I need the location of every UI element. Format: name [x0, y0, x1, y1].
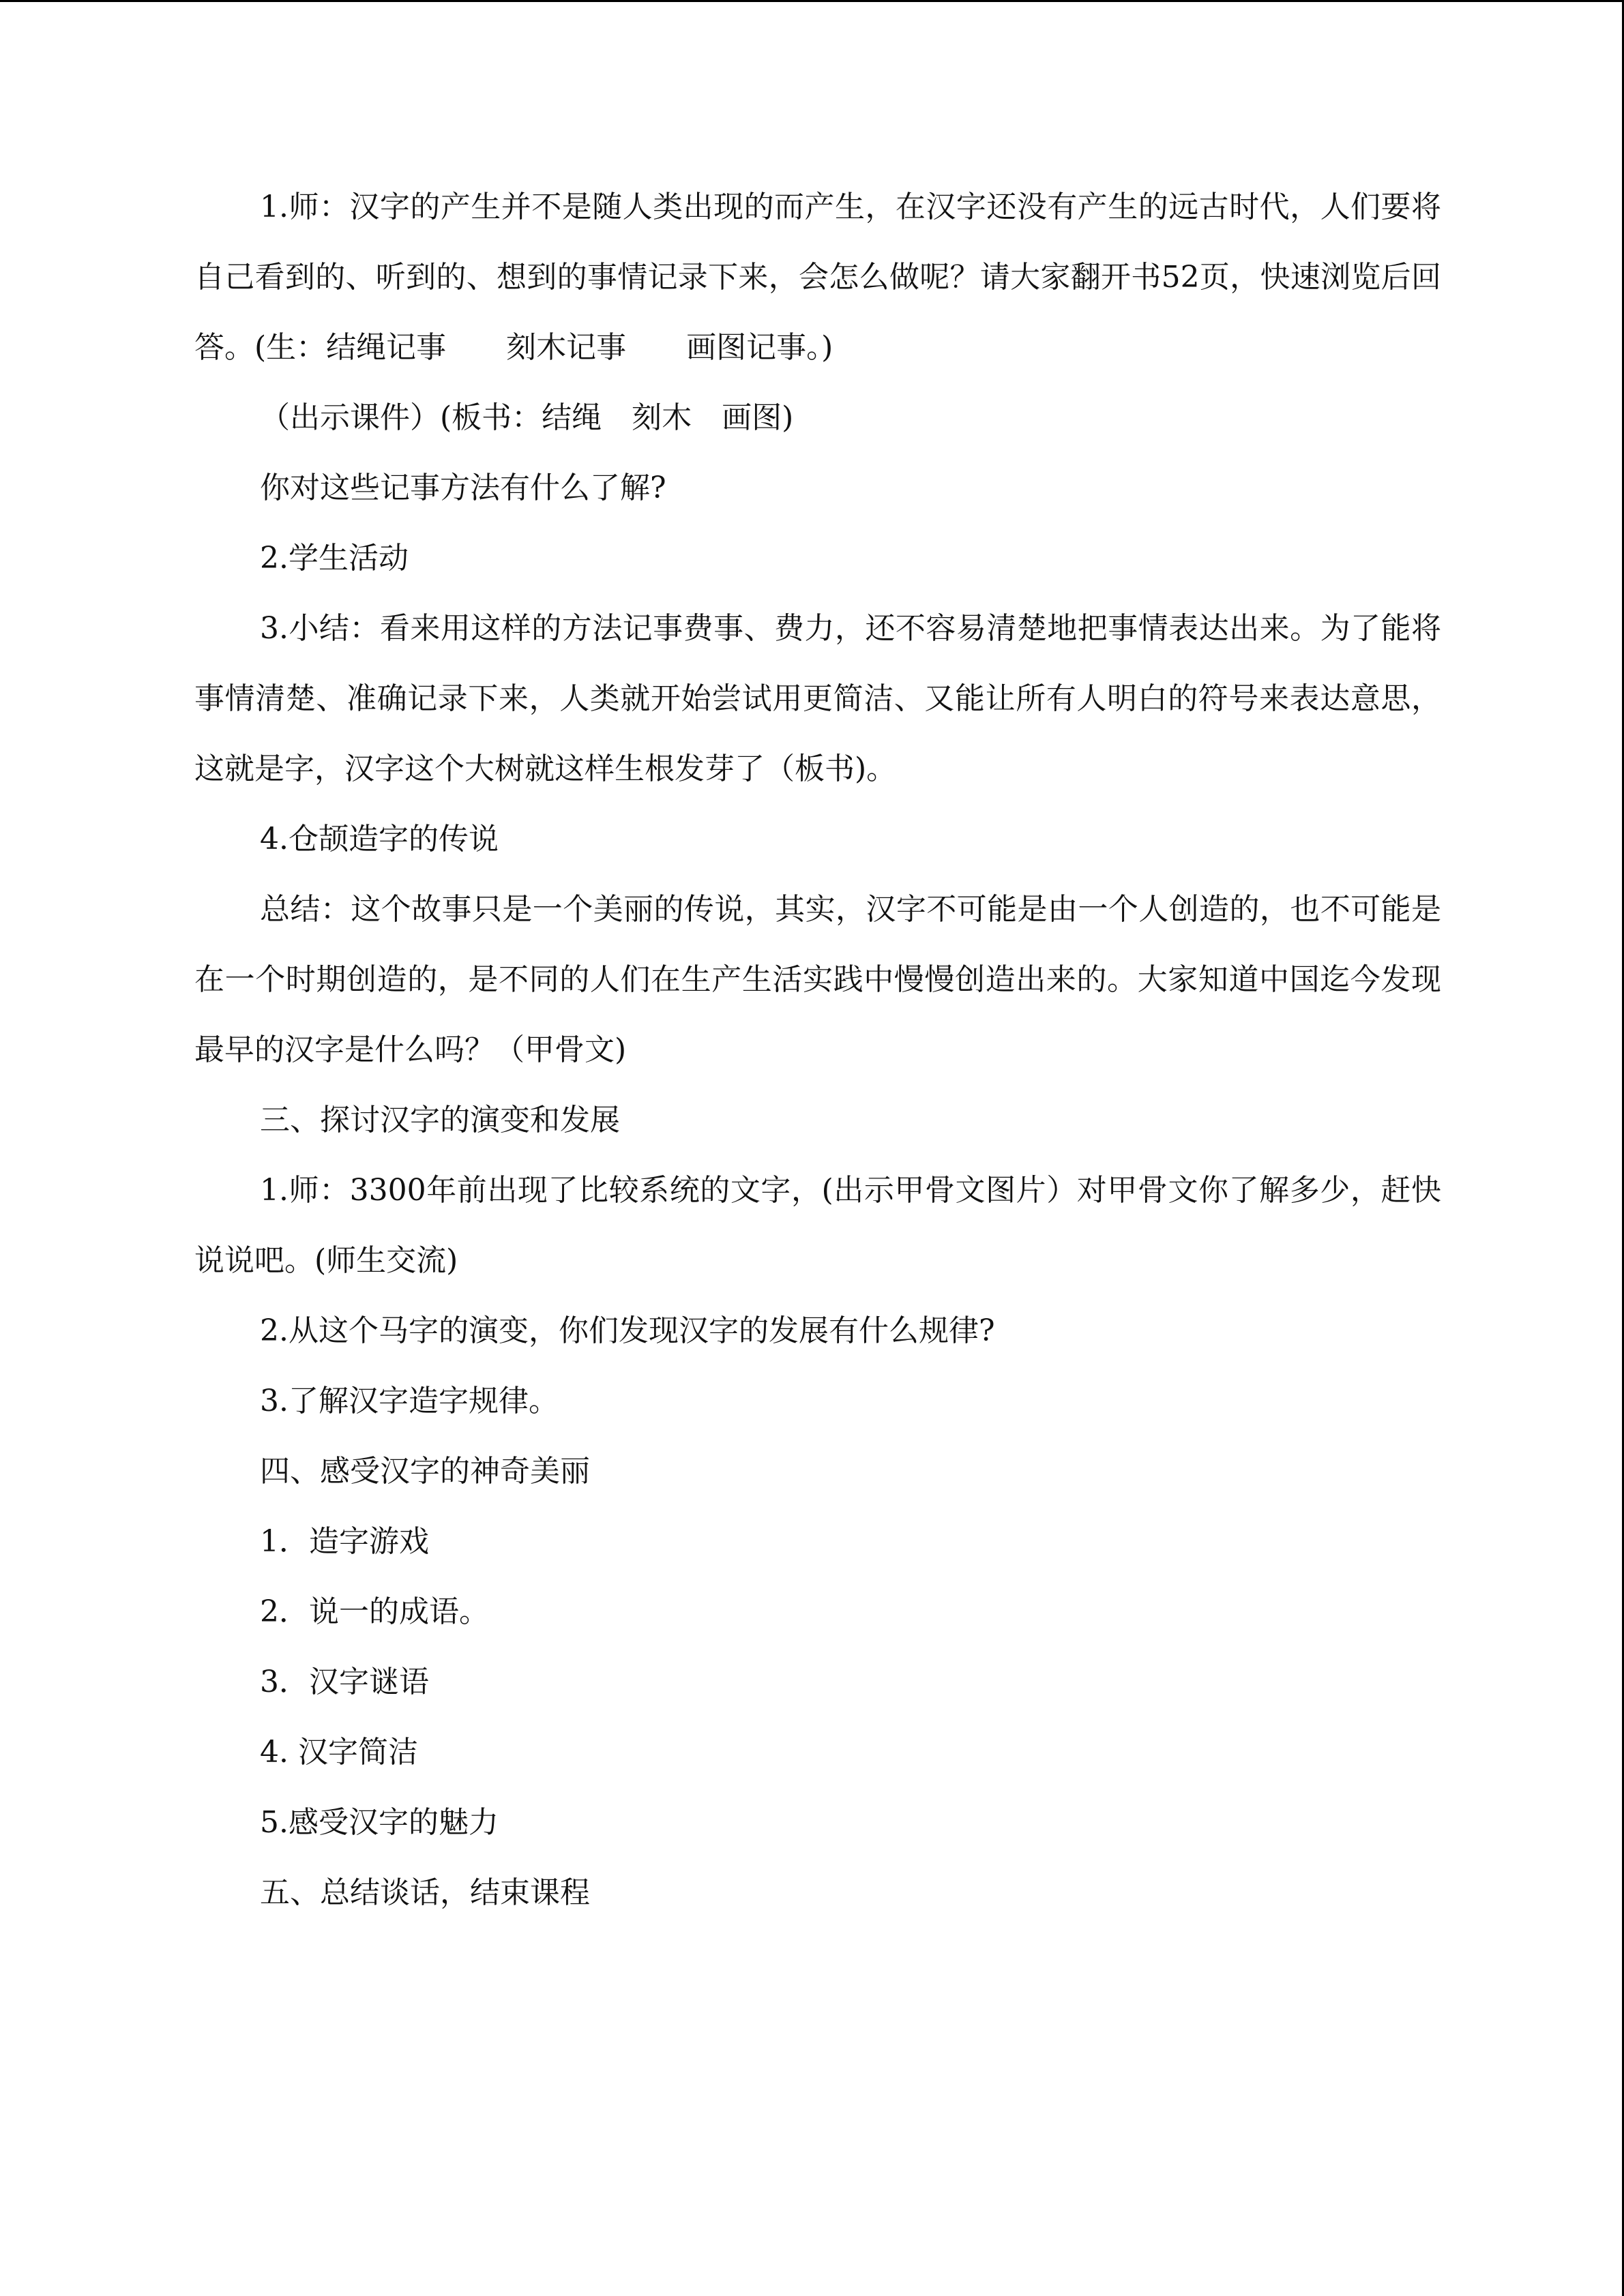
- section-heading-evolution: 三、探讨汉字的演变和发展: [260, 1103, 620, 1137]
- list-item-riddles: 3．汉字谜语: [260, 1665, 429, 1699]
- list-item-idioms: 2．说一的成语。: [260, 1594, 489, 1629]
- paragraph-question: 你对这些记事方法有什么了解?: [260, 471, 666, 505]
- page-top-border: [0, 0, 1624, 2]
- paragraph-horse-evolution: 2.从这个马字的演变，你们发现汉字的发展有什么规律?: [260, 1313, 995, 1348]
- paragraph-student-activity: 2.学生活动: [260, 541, 409, 576]
- paragraph-teacher-intro: 1.师：汉字的产生并不是随人类出现的而产生，在汉字还没有产生的远古时代，人们要将自己看到的、听到的、想到的事情记录下来，会怎么做呢？请大家翻开书52页，快速浏览后回答。(生：结绳记事 刻木记事 画图记事。): [194, 190, 1441, 365]
- paragraph-courseware-note: （出示课件）(板书：结绳 刻木 画图): [260, 400, 794, 435]
- list-item-charm: 5.感受汉字的魅力: [260, 1805, 499, 1840]
- paragraph-cangjie-legend: 4.仓颉造字的传说: [260, 822, 499, 856]
- section-heading-beauty: 四、感受汉字的神奇美丽: [260, 1454, 590, 1489]
- paragraph-character-rules: 3.了解汉字造字规律。: [260, 1384, 559, 1418]
- list-item-concise: 4. 汉字简洁: [260, 1735, 418, 1770]
- list-item-game: 1．造字游戏: [260, 1524, 429, 1559]
- section-heading-conclusion: 五、总结谈话，结束课程: [260, 1875, 590, 1910]
- document-body: [194, 172, 1441, 1928]
- paragraph-conclusion: 总结：这个故事只是一个美丽的传说，其实，汉字不可能是由一个人创造的，也不可能是在一个时期创造的，是不同的人们在生产生活实践中慢慢创造出来的。大家知道中国迄今发现最早的汉字是什么吗？（甲骨文): [194, 892, 1441, 1067]
- paragraph-oracle-bone: 1.师：3300年前出现了比较系统的文字，(出示甲骨文图片）对甲骨文你了解多少，赶快说说吧。(师生交流): [194, 1173, 1441, 1278]
- paragraph-summary: 3.小结：看来用这样的方法记事费事、费力，还不容易清楚地把事情表达出来。为了能将事情清楚、准确记录下来，人类就开始尝试用更简洁、又能让所有人明白的符号来表达意思，这就是字，汉字这个大树就这样生根发芽了（板书)。: [194, 611, 1441, 786]
